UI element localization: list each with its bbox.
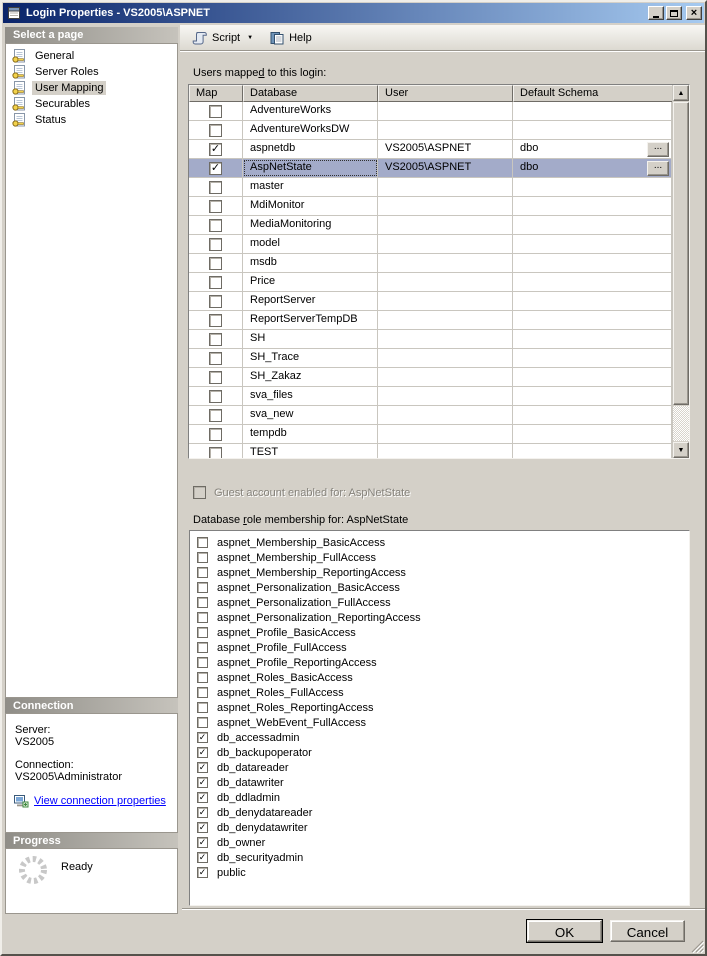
role-item-aspnet-personalization-reportingaccess[interactable] — [190, 610, 689, 625]
table-row-model[interactable] — [189, 235, 672, 254]
role-label: db_datawriter — [217, 776, 284, 789]
role-label: aspnet_Profile_FullAccess — [217, 641, 347, 654]
role-item-public[interactable] — [190, 865, 689, 880]
user-cell[interactable] — [378, 235, 513, 253]
database-cell[interactable]: SH_Zakaz — [243, 368, 378, 386]
role-label: db_securityadmin — [217, 851, 304, 864]
user-cell[interactable] — [378, 254, 513, 272]
table-row-adventureworksdw[interactable] — [189, 121, 672, 140]
role-item-aspnet-profile-reportingaccess[interactable] — [190, 655, 689, 670]
user-cell[interactable] — [378, 102, 513, 120]
map-cell — [189, 406, 243, 424]
page-icon — [11, 64, 27, 80]
table-row-sva-files[interactable] — [189, 387, 672, 406]
progress-panel — [5, 848, 178, 914]
scrollbar-track[interactable] — [673, 406, 689, 441]
map-cell — [189, 140, 243, 158]
role-label: aspnet_Membership_FullAccess — [217, 551, 376, 564]
role-label: aspnet_Personalization_FullAccess — [217, 596, 391, 609]
close-icon: × — [690, 7, 698, 19]
table-scrollbar[interactable] — [672, 85, 689, 458]
database-cell[interactable]: MdiMonitor — [243, 197, 378, 215]
map-cell — [189, 121, 243, 139]
role-checkbox[interactable]: ✓ — [198, 837, 207, 847]
user-cell[interactable] — [378, 273, 513, 291]
sidebar-item-status[interactable] — [6, 112, 177, 128]
sidebar-item-label: Server Roles — [35, 66, 99, 78]
table-row-reportserver[interactable] — [189, 292, 672, 311]
user-cell[interactable] — [378, 216, 513, 234]
role-checkbox[interactable] — [197, 552, 208, 563]
database-cell[interactable]: ReportServer — [243, 292, 378, 310]
scroll-down-button[interactable]: ▼ — [673, 442, 689, 458]
window-icon — [7, 6, 21, 20]
database-cell[interactable]: SH — [243, 330, 378, 348]
user-cell[interactable] — [378, 292, 513, 310]
role-checkbox[interactable] — [197, 627, 208, 638]
default-schema-cell[interactable] — [513, 102, 672, 120]
role-label: db_backupoperator — [217, 746, 312, 759]
role-membership-label: Database role membership for: AspNetState — [193, 514, 409, 526]
map-cell — [189, 368, 243, 386]
map-cell — [189, 178, 243, 196]
user-cell[interactable] — [378, 368, 513, 386]
role-item-aspnet-membership-fullaccess[interactable] — [190, 550, 689, 565]
close-button[interactable] — [686, 6, 702, 20]
role-membership-list — [189, 530, 690, 906]
role-item-aspnet-profile-fullaccess[interactable] — [190, 640, 689, 655]
role-checkbox[interactable] — [197, 582, 208, 593]
map-checkbox[interactable] — [209, 314, 222, 327]
select-a-page-header: Select a page — [5, 27, 178, 43]
guest-checkbox-label: Guest account enabled for: AspNetState — [214, 486, 411, 499]
map-cell — [189, 292, 243, 310]
role-item-aspnet-roles-fullaccess[interactable] — [190, 685, 689, 700]
table-row-msdb[interactable] — [189, 254, 672, 273]
role-checkbox[interactable] — [197, 702, 208, 713]
minimize-icon — [653, 16, 659, 18]
server-value: VS2005 — [15, 736, 55, 748]
role-item-db-denydatawriter[interactable] — [190, 820, 689, 835]
default-schema-cell[interactable] — [513, 254, 672, 272]
database-cell[interactable]: MediaMonitoring — [243, 216, 378, 234]
connection-value: VS2005\Administrator — [15, 771, 122, 783]
role-label: aspnet_Membership_ReportingAccess — [217, 566, 406, 579]
default-schema-cell[interactable] — [513, 197, 672, 215]
role-checkbox[interactable] — [197, 642, 208, 653]
role-label: aspnet_Membership_BasicAccess — [217, 536, 386, 549]
map-checkbox[interactable] — [209, 124, 222, 137]
default-schema-cell[interactable] — [513, 121, 672, 139]
map-cell — [189, 254, 243, 272]
map-checkbox[interactable] — [209, 409, 222, 422]
default-schema-cell[interactable] — [513, 330, 672, 348]
role-item-db-denydatareader[interactable] — [190, 805, 689, 820]
user-cell[interactable]: VS2005\ASPNET — [378, 159, 513, 177]
table-row-mediamonitoring[interactable] — [189, 216, 672, 235]
database-cell[interactable]: ReportServerTempDB — [243, 311, 378, 329]
guest-account-checkbox[interactable] — [193, 486, 410, 499]
map-cell — [189, 311, 243, 329]
map-checkbox[interactable] — [209, 428, 222, 441]
view-connection-properties-link[interactable]: View connection properties — [34, 795, 166, 807]
map-cell — [189, 444, 243, 459]
database-cell[interactable]: SH_Trace — [243, 349, 378, 367]
sidebar-item-server-roles[interactable] — [6, 64, 177, 80]
help-icon — [269, 30, 285, 46]
role-label: aspnet_Personalization_BasicAccess — [217, 581, 400, 594]
database-cell[interactable]: TEST — [243, 444, 378, 459]
database-cell[interactable]: aspnetdb — [243, 140, 378, 158]
column-header-database[interactable]: Database — [243, 85, 378, 102]
sidebar-item-general[interactable] — [6, 48, 177, 64]
role-checkbox[interactable]: ✓ — [198, 792, 207, 802]
map-cell — [189, 425, 243, 443]
map-cell — [189, 159, 243, 177]
role-label: db_accessadmin — [217, 731, 300, 744]
role-checkbox[interactable]: ✓ — [198, 867, 207, 877]
table-body — [189, 102, 672, 459]
column-header-map[interactable]: Map — [189, 85, 243, 102]
script-icon — [192, 30, 208, 46]
role-checkbox[interactable] — [197, 657, 208, 668]
default-schema-cell[interactable] — [513, 273, 672, 291]
user-cell[interactable] — [378, 444, 513, 459]
role-checkbox[interactable]: ✓ — [198, 747, 207, 757]
script-dropdown-icon[interactable]: ▼ — [247, 34, 254, 41]
map-checkbox[interactable] — [209, 295, 222, 308]
default-schema-cell[interactable] — [513, 406, 672, 424]
browse-schema-button[interactable]: ... — [647, 142, 669, 157]
role-label: aspnet_Roles_BasicAccess — [217, 671, 353, 684]
column-header-user[interactable]: User — [378, 85, 513, 102]
role-item-aspnet-profile-basicaccess[interactable] — [190, 625, 689, 640]
role-label: aspnet_WebEvent_FullAccess — [217, 716, 366, 729]
role-checkbox[interactable]: ✓ — [198, 822, 207, 832]
default-schema-cell[interactable] — [513, 216, 672, 234]
help-label: Help — [289, 31, 312, 44]
table-row-sh[interactable] — [189, 330, 672, 349]
map-cell — [189, 349, 243, 367]
role-item-db-owner[interactable] — [190, 835, 689, 850]
map-checkbox[interactable] — [209, 200, 222, 213]
titlebar[interactable] — [3, 3, 704, 23]
role-item-aspnet-personalization-basicaccess[interactable] — [190, 580, 689, 595]
database-cell[interactable]: sva_files — [243, 387, 378, 405]
user-mapping-table — [188, 84, 690, 459]
toolbar-separator — [180, 50, 705, 52]
maximize-icon — [670, 10, 678, 17]
default-schema-cell[interactable] — [513, 425, 672, 443]
user-cell[interactable] — [378, 178, 513, 196]
progress-status: Ready — [61, 861, 93, 873]
role-item-db-datawriter[interactable] — [190, 775, 689, 790]
map-checkbox[interactable] — [209, 181, 222, 194]
role-item-db-datareader[interactable] — [190, 760, 689, 775]
table-row-aspnetdb[interactable] — [189, 140, 672, 159]
role-checkbox[interactable] — [197, 567, 208, 578]
map-checkbox[interactable] — [209, 352, 222, 365]
map-checkbox[interactable] — [209, 105, 222, 118]
map-checkbox[interactable] — [209, 257, 222, 270]
table-row-tempdb[interactable] — [189, 425, 672, 444]
role-label: aspnet_Profile_BasicAccess — [217, 626, 356, 639]
map-cell — [189, 273, 243, 291]
role-checkbox[interactable] — [197, 687, 208, 698]
sidebar-item-label: User Mapping — [32, 81, 106, 95]
default-schema-cell[interactable] — [513, 235, 672, 253]
database-cell[interactable]: AdventureWorks — [243, 102, 378, 120]
default-schema-cell[interactable] — [513, 387, 672, 405]
database-cell[interactable]: sva_new — [243, 406, 378, 424]
database-cell[interactable]: model — [243, 235, 378, 253]
default-schema-cell[interactable] — [513, 444, 672, 459]
connection-panel — [5, 713, 178, 833]
table-row-aspnetstate[interactable] — [189, 159, 672, 178]
table-row-master[interactable] — [189, 178, 672, 197]
role-label: db_datareader — [217, 761, 289, 774]
role-label: aspnet_Profile_ReportingAccess — [217, 656, 377, 669]
role-label: public — [217, 866, 246, 879]
help-button[interactable] — [265, 28, 316, 48]
table-row-mdimonitor[interactable] — [189, 197, 672, 216]
database-cell[interactable]: master — [243, 178, 378, 196]
role-checkbox[interactable]: ✓ — [198, 852, 207, 862]
table-row-sh-zakaz[interactable] — [189, 368, 672, 387]
role-checkbox[interactable]: ✓ — [198, 807, 207, 817]
column-header-default-schema[interactable]: Default Schema — [513, 85, 689, 102]
map-cell — [189, 330, 243, 348]
role-checkbox[interactable] — [197, 537, 208, 548]
maximize-button[interactable] — [666, 6, 682, 20]
connection-header: Connection — [5, 698, 178, 713]
role-item-aspnet-roles-reportingaccess[interactable] — [190, 700, 689, 715]
user-cell[interactable] — [378, 406, 513, 424]
role-item-db-securityadmin[interactable] — [190, 850, 689, 865]
table-row-sva-new[interactable] — [189, 406, 672, 425]
default-schema-cell[interactable] — [513, 311, 672, 329]
ok-button[interactable]: OK — [527, 920, 602, 942]
sidebar-item-user-mapping[interactable] — [6, 80, 177, 96]
role-item-db-accessadmin[interactable] — [190, 730, 689, 745]
database-cell[interactable]: msdb — [243, 254, 378, 272]
role-label: aspnet_Roles_FullAccess — [217, 686, 344, 699]
database-cell[interactable]: AspNetState — [243, 159, 378, 177]
map-checkbox[interactable] — [209, 371, 222, 384]
map-checkbox[interactable] — [209, 219, 222, 232]
page-icon — [11, 96, 27, 112]
default-schema-cell[interactable]: dbo ... — [513, 140, 672, 158]
server-label: Server: — [15, 724, 51, 736]
map-checkbox[interactable] — [209, 276, 222, 289]
minimize-button[interactable] — [648, 6, 664, 20]
window-title: Login Properties - VS2005\ASPNET — [26, 7, 210, 19]
resize-grip[interactable] — [691, 940, 704, 953]
role-label: db_denydatareader — [217, 806, 313, 819]
role-checkbox[interactable] — [197, 717, 208, 728]
role-item-db-ddladmin[interactable] — [190, 790, 689, 805]
database-cell[interactable]: Price — [243, 273, 378, 291]
table-row-reportservertempdb[interactable] — [189, 311, 672, 330]
progress-header: Progress — [5, 833, 178, 848]
role-label: aspnet_Roles_ReportingAccess — [217, 701, 374, 714]
sidebar-item-label: General — [35, 50, 75, 62]
map-checkbox[interactable]: ✓ — [210, 161, 221, 174]
role-checkbox[interactable]: ✓ — [198, 732, 207, 742]
cancel-button[interactable]: Cancel — [610, 920, 685, 942]
map-cell — [189, 387, 243, 405]
sidebar-item-securables[interactable] — [6, 96, 177, 112]
role-item-aspnet-membership-basicaccess[interactable] — [190, 535, 689, 550]
role-checkbox[interactable] — [197, 672, 208, 683]
bottom-separator — [182, 908, 705, 910]
sidebar-item-label: Securables — [35, 98, 91, 110]
map-checkbox[interactable] — [209, 333, 222, 346]
table-header — [189, 85, 689, 102]
role-label: db_ddladmin — [217, 791, 280, 804]
map-checkbox[interactable] — [209, 390, 222, 403]
page-icon — [11, 80, 27, 96]
map-checkbox[interactable] — [209, 238, 222, 251]
role-checkbox[interactable]: ✓ — [198, 777, 207, 787]
role-label: aspnet_Personalization_ReportingAccess — [217, 611, 421, 624]
user-cell[interactable] — [378, 349, 513, 367]
role-item-aspnet-webevent-fullaccess[interactable] — [190, 715, 689, 730]
page-icon — [11, 48, 27, 64]
script-label: Script — [212, 31, 241, 44]
guest-checkbox-box[interactable] — [193, 486, 206, 499]
sidebar-item-label: Status — [35, 114, 67, 126]
table-row-test[interactable] — [189, 444, 672, 459]
map-cell — [189, 102, 243, 120]
page-icon — [11, 112, 27, 128]
users-mapped-label: Users mapped to this login: — [193, 67, 327, 79]
role-label: db_denydatawriter — [217, 821, 308, 834]
default-schema-cell[interactable]: dbo ... — [513, 159, 672, 177]
table-row-sh-trace[interactable] — [189, 349, 672, 368]
role-item-db-backupoperator[interactable] — [190, 745, 689, 760]
database-cell[interactable]: tempdb — [243, 425, 378, 443]
role-item-aspnet-personalization-fullaccess[interactable] — [190, 595, 689, 610]
role-item-aspnet-membership-reportingaccess[interactable] — [190, 565, 689, 580]
role-label: db_owner — [217, 836, 266, 849]
map-cell — [189, 197, 243, 215]
role-checkbox[interactable] — [197, 597, 208, 608]
table-row-price[interactable] — [189, 273, 672, 292]
connection-properties-icon — [13, 793, 29, 809]
progress-spinner-icon — [16, 853, 50, 887]
role-checkbox[interactable] — [197, 612, 208, 623]
page-list-panel — [5, 43, 178, 698]
default-schema-cell[interactable] — [513, 349, 672, 367]
default-schema-cell[interactable] — [513, 178, 672, 196]
map-cell — [189, 235, 243, 253]
connection-label: Connection: — [15, 759, 74, 771]
scroll-up-button[interactable]: ▲ — [673, 85, 689, 101]
user-cell[interactable] — [378, 311, 513, 329]
toolbar — [180, 25, 705, 50]
user-cell[interactable]: VS2005\ASPNET — [378, 140, 513, 158]
browse-schema-button[interactable]: ... — [647, 161, 669, 176]
role-checkbox[interactable]: ✓ — [198, 762, 207, 772]
user-cell[interactable] — [378, 425, 513, 443]
map-checkbox[interactable]: ✓ — [210, 142, 221, 155]
default-schema-cell[interactable] — [513, 368, 672, 386]
table-row-adventureworks[interactable] — [189, 102, 672, 121]
map-checkbox[interactable] — [209, 447, 222, 460]
user-cell[interactable] — [378, 387, 513, 405]
user-cell[interactable] — [378, 121, 513, 139]
script-button[interactable] — [188, 28, 257, 48]
user-cell[interactable] — [378, 197, 513, 215]
user-cell[interactable] — [378, 330, 513, 348]
scrollbar-thumb[interactable] — [673, 102, 689, 405]
role-item-aspnet-roles-basicaccess[interactable] — [190, 670, 689, 685]
database-cell[interactable]: AdventureWorksDW — [243, 121, 378, 139]
map-cell — [189, 216, 243, 234]
default-schema-cell[interactable] — [513, 292, 672, 310]
